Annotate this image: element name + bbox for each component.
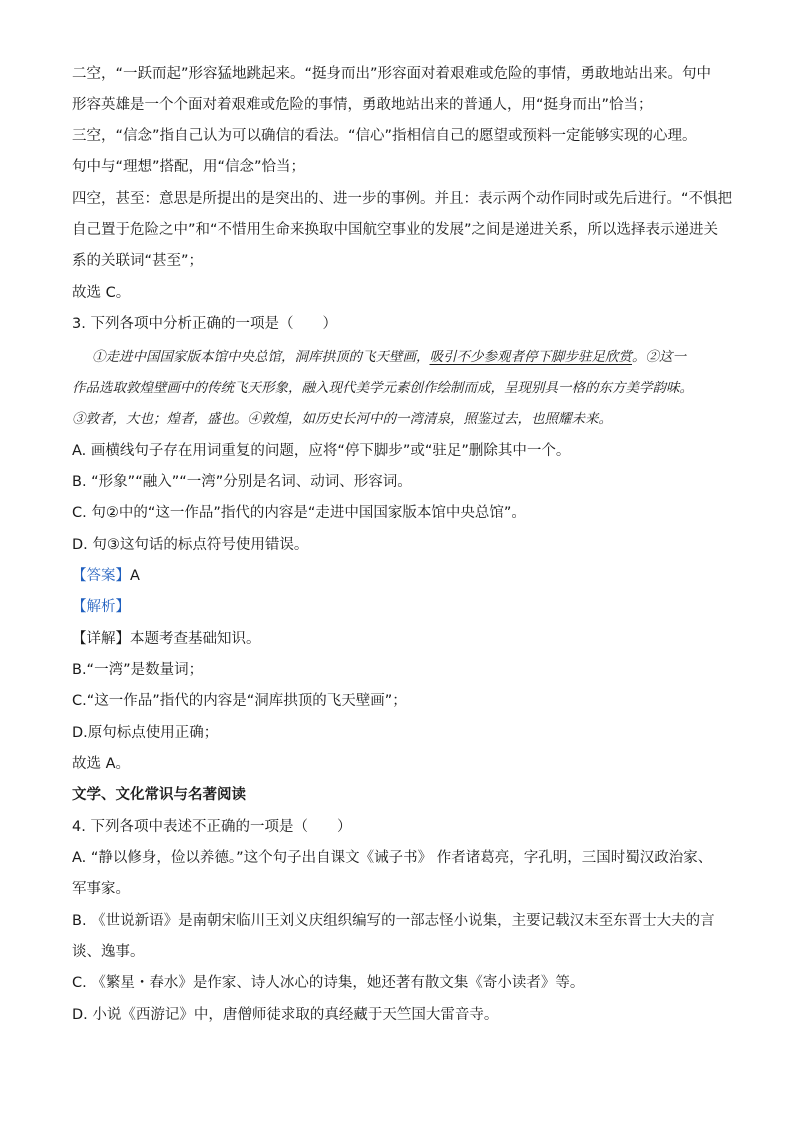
detail-line [72,629,261,649]
q4-option-a-line-2: 军事家。 [72,881,130,897]
q3-option-d: D. 句③这句话的标点符号使用错误。 [72,537,309,553]
explanation-line-3: 三空，“信念”指自己认为可以确信的看法。“信心”指相信自己的愿望或预料一定能够实现的心理。 [72,128,697,144]
underlined-sentence: 吸引不少参观者停下脚步驻足欣赏 [429,349,632,365]
q3-passage-line-2: 作品选取敦煌壁画中的传统飞天形象，融入现代美学元素创作绘制而成，呈现别具一格的东方美学韵味。 [72,380,693,396]
explanation-line-4: 句中与“理想”搭配，用“信念”恰当； [72,159,306,175]
q4-option-b-line-2: 谈、逸事。 [72,944,145,960]
q3-passage-line-1 [92,347,686,367]
explanation-line-5: 四空，甚至：意思是所提出的是突出的、进一步的事例。并且：表示两个动作同时或先后进行。“不惧把 [72,191,733,207]
analysis-label: 【解析】 [72,599,130,615]
answer-value: A [130,568,140,584]
q4-option-b-line-1: B. 《世说新语》是南朝宋临川王刘义庆组织编写的一部志怪小说集，主要记载汉末至东晋士大夫的言 [72,913,715,929]
q3-option-b: B. “形象”“融入”“一湾”分别是名词、动词、形容词。 [72,474,412,490]
q3-option-c: C. 句②中的“这一作品”指代的内容是“走进中国国家版本馆中央总馆”。 [72,505,526,521]
detail-label: 【详解】 [72,631,130,647]
q4-stem: 4. 下列各项中表述不正确的一项是（ ） [72,819,352,835]
section-title: 文学、文化常识与名著阅读 [72,787,246,803]
explanation-b: B.“一湾”是数量词； [72,662,204,678]
answer-label: 【答案】 [72,568,130,584]
answer-line [72,566,140,586]
detail-text: 本题考查基础知识。 [130,631,261,647]
explanation-line-2: 形容英雄是一个个面对着艰难或危险的事情，勇敢地站出来的普通人，用“挺身而出”恰当； [72,97,653,113]
q4-option-c: C. 《繁星・春水》是作家、诗人冰心的诗集，她还著有散文集《寄小读者》等。 [72,975,585,991]
q4-option-d: D. 小说《西游记》中，唐僧师徒求取的真经藏于天竺国大雷音寺。 [72,1007,499,1023]
passage-text: 。②这一 [632,349,686,365]
conclusion-line-q3: 故选 A。 [72,756,131,772]
explanation-d: D.原句标点使用正确； [72,725,219,741]
explanation-line-6: 自己置于危险之中”和“不惜用生命来换取中国航空事业的发展”之间是递进关系，所以选择表示递进关 [72,222,719,238]
explanation-line-1: 二空，“一跃而起”形容猛地跳起来。“挺身而出”形容面对着艰难或危险的事情，勇敢地站出来。句中 [72,66,712,82]
passage-text: ①走进中国国家版本馆中央总馆，洞库拱顶的飞天壁画， [92,349,430,365]
q3-option-a: A. 画横线句子存在用词重复的问题，应将“停下脚步”或“驻足”删除其中一个。 [72,443,571,459]
q3-passage-line-3: ③敦者，大也；煌者，盛也。④敦煌，如历史长河中的一湾清泉，照鉴过去，也照耀未来。 [72,411,612,427]
q3-stem: 3. 下列各项中分析正确的一项是（ ） [72,316,337,332]
conclusion-line-q2: 故选 C。 [72,285,131,301]
explanation-c: C.“这一作品”指代的内容是“洞库拱顶的飞天壁画”； [72,693,407,709]
q4-option-a-line-1: A. “静以修身，俭以养德。”这个句子出自课文《诫子书》 作者诸葛亮，字孔明，三国时蜀汉政治家、 [72,850,713,866]
explanation-line-7: 系的关联词“甚至”； [72,253,204,269]
